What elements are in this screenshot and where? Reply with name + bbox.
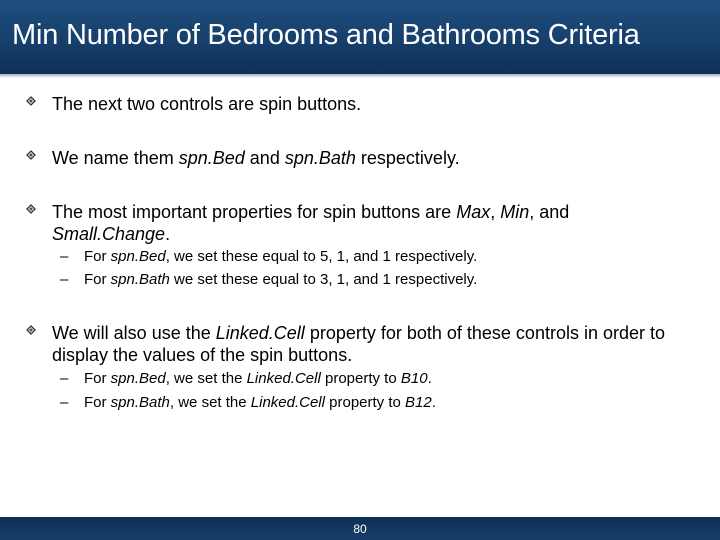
bullet-3-text: The most important properties for spin buttons are Max, Min, and Small.Change.: [52, 202, 570, 244]
page-number: 80: [353, 522, 367, 536]
sub-bullet-text: For spn.Bed, we set these equal to 5, 1, and 1 respectively.: [84, 248, 478, 265]
sub-bullet-text: For spn.Bed, we set the Linked.Cell property to B10.: [84, 370, 432, 387]
slide-body: The next two controls are spin buttons. We name them spn.Bed and spn.Bath respectively. The most important properties for spin buttons are Max, Min, and Small.Change. – For spn.Bed, we set these equal to 5, 1, and 1 respectively. – For spn.Bath we set these equal to 3, 1, and 1 respectively. We will also use the Linked.Cell property for both of these controls in order to display the values of the spin buttons. – For spn.Bed, we set the Linked.Cell property to B10. – For spn.Bath, we set the Linked.Cell property to B12.: [0, 0, 720, 540]
diamond-bullet-icon: [24, 94, 38, 108]
bullet-1-text: The next two controls are spin buttons.: [52, 94, 362, 114]
diamond-bullet-icon: [24, 148, 38, 162]
bullet-2-text: We name them spn.Bed and spn.Bath respectively.: [52, 148, 460, 168]
bullet-4-text: We will also use the Linked.Cell property for both of these controls in order to display the values of the spin buttons.: [52, 323, 666, 365]
diamond-bullet-icon: [24, 202, 38, 216]
slide-title: Min Number of Bedrooms and Bathrooms Criteria: [12, 19, 640, 51]
diamond-bullet-icon: [24, 323, 38, 337]
sub-bullet-text: For spn.Bath we set these equal to 3, 1, and 1 respectively.: [84, 271, 478, 288]
sub-bullet-text: For spn.Bath, we set the Linked.Cell property to B12.: [84, 394, 436, 411]
